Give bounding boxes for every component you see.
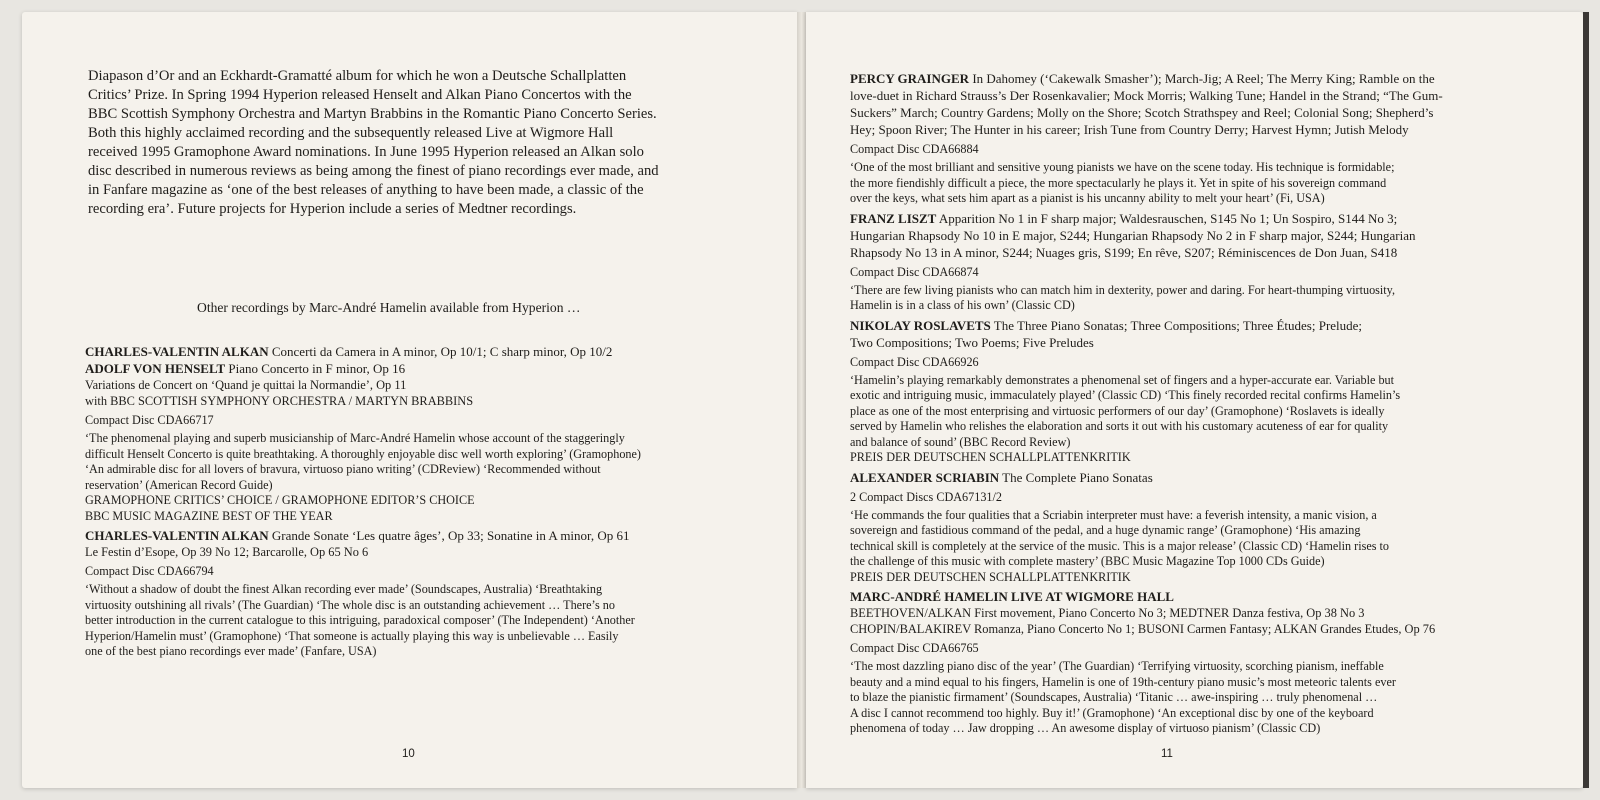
recording-entry: [850, 588, 1570, 737]
works-text: The Complete Piano Sonatas: [999, 469, 1153, 485]
review-quote-line: served by Hamelin who relishes the elaboration and sorts it out with his customary acuteness of ear for quality: [850, 419, 1389, 433]
works-text: Concerti da Camera in A minor, Op 10/1; C sharp minor, Op 10/2: [268, 344, 613, 359]
repertoire-line: Le Festin d’Esope, Op 39 No 12; Barcarolle, Op 65 No 6: [85, 545, 369, 559]
review-quote-line: beauty and a mind equal to his fingers, Hamelin is one of 19th-century piano music’s most meteoric talents ever: [850, 674, 1396, 689]
recording-entry: [850, 317, 1570, 466]
repertoire-line: Variations de Concert on ‘Quand je quittai la Normandie’, Op 11: [85, 378, 407, 392]
recording-entry: [850, 469, 1570, 586]
page-number: 10: [402, 748, 415, 760]
composer-name: CHARLES-VALENTIN ALKAN: [85, 344, 269, 359]
recording-title: MARC-ANDRÉ HAMELIN LIVE AT WIGMORE HALL: [850, 589, 1174, 604]
recordings-list-right: [850, 70, 1570, 740]
repertoire-line: [85, 360, 797, 377]
review-quote-line: the more fiendishly difficult a piece, the more spectacularly he plays it. Yet in spite of his sovereign command: [850, 175, 1387, 190]
works-text: In Dahomey (‘Cakewalk Smasher’); March-Jig; A Reel; The Merry King; Ramble on the: [969, 71, 1435, 86]
page-number: 11: [1161, 748, 1173, 760]
review-quote-line: technical skill is completely at the service of the music. This is a major release’ (Classic CD) ‘Hamelin rises to: [850, 538, 1390, 553]
review-quote-line: one of the best piano recordings ever made’ (Fanfare, USA): [85, 644, 377, 658]
intro-line: recording era’. Future projects for Hyperion include a series of Medtner recordings.: [88, 201, 577, 217]
entry-spacer: [85, 660, 797, 663]
book-gutter: [797, 12, 806, 788]
review-quote-line: ‘The phenomenal playing and superb musicianship of Marc-André Hamelin whose account of the staggeringly: [85, 431, 625, 445]
review-quote-line: to blaze the pianistic firmament’ (Soundscapes, Australia) ‘Titanic … awe-inspiring … truly phenomenal …: [850, 690, 1378, 704]
catalogue-number: Compact Disc CDA66765: [850, 641, 979, 655]
works-text: Two Compositions; Two Poems; Five Preludes: [850, 334, 1094, 350]
review-quote-line: ‘An admirable disc for all lovers of bravura, virtuoso piano writing’ (CDReview) ‘Recommended without: [85, 462, 601, 476]
composer-name: PERCY GRAINGER: [850, 71, 970, 86]
composer-name: CHARLES-VALENTIN ALKAN: [85, 528, 269, 543]
review-quote-line: ‘One of the most brilliant and sensitive young pianists we have on the scene today. His technique is formidable;: [850, 160, 1395, 174]
composer-name: ADOLF VON HENSELT: [85, 361, 226, 376]
repertoire-line: [850, 70, 1570, 87]
recording-entry: [850, 70, 1570, 207]
repertoire-line: [850, 244, 1570, 261]
catalogue-number: Compact Disc CDA66874: [850, 264, 979, 279]
review-quote-line: ‘Without a shadow of doubt the finest Alkan recording ever made’ (Soundscapes, Australia) ‘Breathtaking: [85, 582, 603, 596]
repertoire-line: with BBC SCOTTISH SYMPHONY ORCHESTRA / MARTYN BRABBINS: [85, 394, 474, 408]
recordings-list-left: [85, 343, 797, 663]
award-line: PREIS DER DEUTSCHEN SCHALLPLATTENKRITIK: [850, 569, 1131, 584]
repertoire-line: [850, 121, 1570, 138]
review-quote-line: difficult Henselt Concerto is quite breathtaking. A thoroughly enjoyable disc well worth exploring’ (Gramophone): [85, 446, 641, 461]
review-quote-line: Hamelin is in a class of his own’ (Classic CD): [850, 298, 1075, 312]
works-text: Apparition No 1 in F sharp major; Waldesrauschen, S145 No 1; Un Sospiro, S144 No 3;: [936, 210, 1398, 226]
review-quote-line: phenomena of today … Jaw dropping … An awesome display of virtuoso pianism’ (Classic CD): [850, 721, 1321, 735]
recording-entry: [85, 343, 797, 524]
intro-line: received 1995 Gramophone Award nominations. In June 1995 Hyperion released an Alkan solo: [88, 144, 644, 160]
repertoire-line: [85, 343, 797, 360]
review-quote-line: and balance of sound’ (BBC Record Review): [850, 434, 1071, 449]
catalogue-number: 2 Compact Discs CDA67131/2: [850, 489, 1002, 504]
intro-line: Diapason d’Or and an Eckhardt-Gramatté album for which he won a Deutsche Schallplatten: [88, 68, 627, 84]
repertoire-line: [850, 334, 1570, 351]
works-text: Suckers” March; Country Gardens; Molly on the Shore; Scotch Strathspey and Reel; Colonial Song; Shepherd’s: [850, 105, 1434, 120]
works-text: Hungarian Rhapsody No 10 in E major, S244; Hungarian Rhapsody No 2 in F sharp major, S244; Hungarian: [850, 227, 1416, 243]
composer-name: NIKOLAY ROSLAVETS: [850, 317, 991, 333]
intro-line: Critics’ Prize. In Spring 1994 Hyperion released Henselt and Alkan Piano Concertos with the: [88, 87, 632, 103]
intro-line: in Fanfare magazine as ‘one of the best releases of anything to have been made, a classic of the: [88, 182, 644, 198]
composer-name: FRANZ LISZT: [850, 210, 937, 226]
award-line: GRAMOPHONE CRITICS’ CHOICE / GRAMOPHONE EDITOR’S CHOICE: [85, 493, 475, 507]
repertoire-line: BEETHOVEN/ALKAN First movement, Piano Concerto No 3; MEDTNER Danza festiva, Op 38 No 3: [850, 606, 1365, 620]
review-quote-line: virtuosity outshining all rivals’ (The Guardian) ‘The whole disc is an outstanding achievement … There’s no: [85, 597, 615, 612]
recording-entry: [85, 527, 797, 660]
works-text: love-duet in Richard Strauss’s Der Rosenkavalier; Mock Morris; Walking Tune; Handel in the Strand; “The Gum-: [850, 88, 1443, 103]
review-quote-line: ‘The most dazzling piano disc of the year’ (The Guardian) ‘Terrifying virtuosity, scorching pianism, ineffable: [850, 659, 1384, 673]
review-quote-line: A disc I cannot recommend too highly. Buy it!’ (Gramophone) ‘An exceptional disc by one of the keyboard: [850, 705, 1374, 720]
repertoire-line: [850, 87, 1570, 104]
repertoire-line: [850, 469, 1570, 486]
left-page: [22, 12, 797, 788]
right-page: [806, 12, 1583, 788]
review-quote-line: reservation’ (American Record Guide): [85, 477, 273, 492]
award-line: BBC MUSIC MAGAZINE BEST OF THE YEAR: [85, 508, 333, 523]
other-recordings-heading: Other recordings by Marc-André Hamelin available from Hyperion …: [197, 300, 581, 315]
repertoire-line: [850, 227, 1570, 244]
catalogue-number: Compact Disc CDA66717: [85, 413, 214, 427]
review-quote-line: sovereign and fastidious command of the pedal, and a huge dynamic range’ (Gramophone) ‘His amazing: [850, 523, 1361, 537]
review-quote-line: Hyperion/Hamelin must’ (Gramophone) ‘That someone is actually playing this way is unbelievable … Easily: [85, 628, 619, 643]
works-text: Hey; Spoon River; The Hunter in his career; Irish Tune from Country Derry; Harvest Hymn; Jutish Melody: [850, 122, 1409, 137]
works-text: Rhapsody No 13 in A minor, S244; Nuages gris, S199; En rêve, S207; Réminiscences de Don Juan, S418: [850, 244, 1398, 260]
entry-spacer: [850, 737, 1570, 740]
repertoire-line: [850, 104, 1570, 121]
catalogue-number: Compact Disc CDA66884: [850, 142, 979, 156]
review-quote-line: exotic and intriguing music, immaculately played’ (Classic CD) ‘This finely recorded recital confirms Hamelin’s: [850, 388, 1401, 402]
works-text: Piano Concerto in F minor, Op 16: [225, 361, 406, 376]
review-quote-line: place as one of the most enterprising and virtuosic performers of our day’ (Gramophone) ‘Roslavets is ideally: [850, 403, 1385, 418]
review-quote-line: ‘Hamelin’s playing remarkably demonstrates a phenomenal set of fingers and a hyper-accurate ear. Variable but: [850, 372, 1395, 387]
recording-entry: [850, 210, 1570, 314]
review-quote-line: ‘He commands the four qualities that a Scriabin interpreter must have: a feverish intensity, a manic vision, a: [850, 507, 1377, 522]
repertoire-line: [850, 210, 1570, 227]
works-text: Grande Sonate ‘Les quatre âges’, Op 33; Sonatine in A minor, Op 61: [268, 528, 630, 543]
intro-line: disc described in numerous reviews as being among the finest of piano recordings ever made, and: [88, 163, 659, 179]
intro-line: BBC Scottish Symphony Orchestra and Martyn Brabbins in the Romantic Piano Concerto Series.: [88, 106, 657, 122]
repertoire-line: CHOPIN/BALAKIREV Romanza, Piano Concerto No 1; BUSONI Carmen Fantasy; ALKAN Grandes Etudes, Op 76: [850, 622, 1436, 636]
award-line: PREIS DER DEUTSCHEN SCHALLPLATTENKRITIK: [850, 450, 1131, 464]
repertoire-line: [85, 527, 797, 544]
review-quote-line: the challenge of this music with complete mastery’ (BBC Music Magazine Top 1000 CDs Guide): [850, 554, 1325, 568]
review-quote-line: better introduction in the current catalogue to this intriguing, paradoxical composer’ (The Independent) ‘Another: [85, 613, 635, 627]
review-quote-line: over the keys, what sets him apart as a pianist is his uncanny ability to melt your heart’ (Fi, USA): [850, 191, 1325, 205]
booklet-edge: [1583, 12, 1589, 788]
catalogue-number: Compact Disc CDA66926: [850, 354, 979, 369]
composer-name: ALEXANDER SCRIABIN: [850, 469, 1000, 485]
review-quote-line: ‘There are few living pianists who can match him in dexterity, power and daring. For heart-thumping virtuosity,: [850, 282, 1396, 297]
repertoire-line: [850, 317, 1570, 334]
intro-line: Both this highly acclaimed recording and the subsequently released Live at Wigmore Hall: [88, 125, 614, 141]
works-text: The Three Piano Sonatas; Three Compositions; Three Études; Prelude;: [990, 317, 1363, 333]
catalogue-number: Compact Disc CDA66794: [85, 564, 214, 578]
biography-paragraph: [88, 67, 788, 219]
